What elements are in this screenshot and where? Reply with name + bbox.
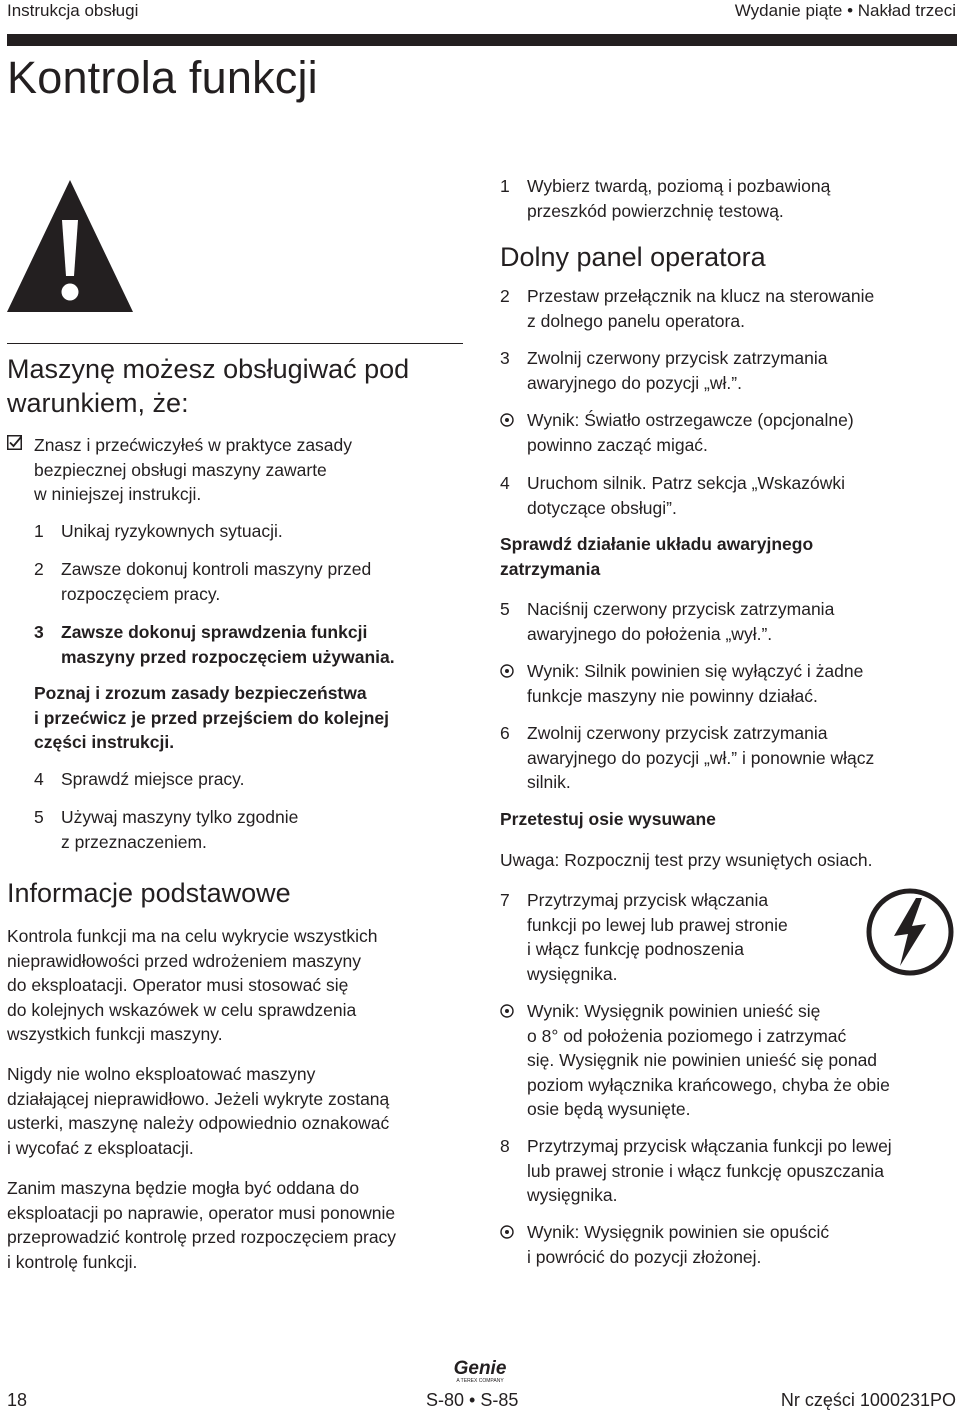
- text-line: Naciśnij czerwony przycisk zatrzymania: [527, 599, 835, 619]
- text-line: Zawsze dokonuj kontroli maszyny przed: [61, 559, 372, 579]
- result-icon: [500, 413, 514, 427]
- text-line: zatrzymania: [500, 558, 601, 579]
- text-line: Wynik: Wysięgnik powinien sie opuścić: [527, 1222, 830, 1242]
- text-line: do kolejnych wskazówek w celu sprawdzenia: [7, 999, 357, 1020]
- text-line: awaryjnego do pozycji „wł.” i ponownie włącz: [527, 747, 875, 768]
- item-number: 1: [34, 521, 44, 541]
- text-line: Zanim maszyna będzie mogła być oddana do: [7, 1178, 360, 1198]
- text-line: do eksploatacji. Operator musi stosować się: [7, 975, 349, 995]
- text-line: i kontrolę funkcji.: [7, 1251, 138, 1272]
- list-item: [34, 620, 454, 669]
- result-icon: [500, 1225, 514, 1239]
- text-line: i przećwicz je przed przejściem do kolejnej: [34, 707, 389, 728]
- item-text: [527, 597, 950, 646]
- lower-panel-heading: Dolny panel operatora: [500, 242, 766, 272]
- logo-wordmark: Genie: [453, 1358, 507, 1379]
- item-text: [527, 888, 860, 986]
- text-line: o 8° od położenia poziomego i zatrzymać: [527, 1025, 847, 1046]
- text-line: i wycofać z eksploatacji.: [7, 1137, 194, 1158]
- item-text: [61, 767, 454, 792]
- item-text: [61, 519, 454, 544]
- text-line: usterki, maszynę należy odpowiednio oznakować: [7, 1113, 390, 1133]
- result-text: [527, 408, 952, 457]
- genie-logo: [443, 1357, 517, 1383]
- function-enable-lightning-icon: [866, 888, 954, 976]
- item-text: [527, 721, 950, 795]
- list-item: [500, 1134, 955, 1208]
- page-number: 18: [7, 1390, 28, 1410]
- text-line: silnik.: [527, 772, 571, 792]
- text-line: maszyny przed rozpoczęciem używania.: [61, 646, 395, 667]
- list-item: [500, 471, 950, 520]
- text-line: dotyczące obsługi”.: [527, 497, 677, 518]
- header-rule: [7, 34, 957, 46]
- text-line: osie będą wysunięte.: [527, 1099, 691, 1119]
- bold-note: [34, 681, 464, 755]
- text-line: Sprawdź działanie układu awaryjnego: [500, 534, 814, 554]
- text-line: Zwolnij czerwony przycisk zatrzymania: [527, 723, 828, 743]
- text-line: Przestaw przełącznik na klucz na sterowanie: [527, 286, 875, 306]
- item-number: 2: [34, 559, 44, 579]
- list-item: [34, 557, 454, 606]
- text-line: Nigdy nie wolno eksploatować maszyny: [7, 1064, 316, 1084]
- list-item: [34, 767, 454, 792]
- text-line: i włącz funkcję podnoszenia: [527, 939, 744, 959]
- check-text: [34, 433, 454, 507]
- list-item: [500, 597, 950, 646]
- text-line: eksploatacji po naprawie, operator musi ponownie: [7, 1202, 396, 1223]
- extendable-axles-subheading: Przetestuj osie wysuwane: [500, 809, 716, 829]
- item-number: 6: [500, 723, 510, 743]
- item-text: [61, 620, 454, 669]
- item-number: 4: [34, 769, 44, 789]
- warning-triangle-icon: [7, 180, 133, 312]
- text-line: Kontrola funkcji ma na celu wykrycie wszystkich: [7, 926, 378, 946]
- item-text: [527, 174, 950, 223]
- text-line: Wynik: Silnik powinien się wyłączyć i żadne: [527, 661, 864, 681]
- text-line: działającej nieprawidłowo. Jeżeli wykryte zostaną: [7, 1088, 390, 1109]
- text-line: nieprawidłowości przed wdrożeniem maszyny: [7, 950, 362, 971]
- text-line: wysięgnika.: [527, 1185, 618, 1205]
- text-line: wszystkich funkcji maszyny.: [7, 1024, 223, 1044]
- text-line: bezpiecznej obsługi maszyny zawarte: [34, 459, 327, 480]
- text-line: części instrukcji.: [34, 732, 175, 752]
- text-line: Przytrzymaj przycisk włączania: [527, 890, 769, 910]
- text-line: Wynik: Wysięgnik powinien unieść się: [527, 1001, 821, 1021]
- result-text: [527, 999, 952, 1122]
- text-line: awaryjnego do położenia „wył.”.: [527, 623, 773, 644]
- note-text: Uwaga: Rozpocznij test przy wsuniętych osiach.: [500, 850, 873, 870]
- text-line: Wybierz twardą, poziomą i pozbawioną: [527, 176, 831, 196]
- list-item: [500, 888, 860, 986]
- header-edition: Wydanie piąte • Nakład trzeci: [734, 1, 956, 20]
- paragraph: [7, 924, 467, 1047]
- result-icon: [500, 1004, 514, 1018]
- text-line: Uruchom silnik. Patrz sekcja „Wskazówki: [527, 473, 845, 493]
- emergency-stop-subheading: [500, 532, 950, 581]
- item-text: [61, 557, 454, 606]
- text-line: Zwolnij czerwony przycisk zatrzymania: [527, 348, 828, 368]
- item-number: 3: [34, 622, 44, 642]
- item-number: 5: [34, 807, 44, 827]
- conditions-heading-line: warunkiem, że:: [7, 388, 189, 418]
- text-line: funkcje maszyny nie powinny działać.: [527, 685, 818, 706]
- text-line: Sprawdź miejsce pracy.: [61, 769, 245, 789]
- text-line: rozpoczęciem pracy.: [61, 583, 221, 604]
- item-text: [527, 1134, 955, 1208]
- logo-tagline: A TEREX COMPANY: [456, 1378, 504, 1383]
- paragraph: [7, 1176, 467, 1274]
- checkbox-checked-icon: [7, 435, 22, 450]
- item-number: 4: [500, 473, 510, 493]
- list-item: [500, 174, 950, 223]
- text-line: przeprowadzić kontrolę przed rozpoczęciem pracy: [7, 1227, 397, 1247]
- basic-info-heading: Informacje podstawowe: [7, 878, 291, 908]
- text-line: poziom wyłącznika krańcowego, chyba że obie: [527, 1074, 890, 1095]
- model-numbers: S-80 • S-85: [426, 1390, 519, 1410]
- text-line: Używaj maszyny tylko zgodnie: [61, 807, 299, 827]
- item-number: 1: [500, 176, 510, 196]
- text-line: funkcji po lewej lub prawej stronie: [527, 914, 788, 935]
- text-line: z przeznaczeniem.: [61, 831, 207, 852]
- item-number: 3: [500, 348, 510, 368]
- text-line: Przytrzymaj przycisk włączania funkcji po lewej: [527, 1136, 892, 1156]
- list-item: [34, 805, 454, 854]
- result-icon: [500, 664, 514, 678]
- item-number: 2: [500, 286, 510, 306]
- item-text: [61, 805, 454, 854]
- item-text: [527, 471, 950, 520]
- part-number: Nr części 1000231PO: [780, 1390, 956, 1410]
- item-text: [527, 346, 950, 395]
- page-title: Kontrola funkcji: [7, 52, 318, 103]
- text-line: Poznaj i zrozum zasady bezpieczeństwa: [34, 683, 367, 703]
- list-item: [500, 721, 950, 795]
- item-text: [527, 284, 950, 333]
- item-number: 5: [500, 599, 510, 619]
- result-text: [527, 659, 952, 708]
- header-manual-title: Instrukcja obsługi: [7, 1, 139, 20]
- list-item: [500, 284, 950, 333]
- text-line: Unikaj ryzykownych sytuacji.: [61, 521, 283, 541]
- text-line: przeszkód powierzchnię testową.: [527, 200, 784, 221]
- text-line: powinno zacząć migać.: [527, 434, 708, 455]
- item-number: 8: [500, 1136, 510, 1156]
- text-line: się. Wysięgnik nie powinien unieść się ponad: [527, 1050, 878, 1070]
- list-item: [500, 346, 950, 395]
- text-line: i powrócić do pozycji złożonej.: [527, 1246, 762, 1267]
- paragraph: [7, 1062, 467, 1160]
- conditions-heading: [7, 352, 409, 420]
- text-line: wysięgnika.: [527, 963, 618, 984]
- text-line: awaryjnego do pozycji „wł.”.: [527, 372, 742, 393]
- item-number: 7: [500, 890, 510, 910]
- text-line: Zawsze dokonuj sprawdzenia funkcji: [61, 622, 368, 642]
- text-line: lub prawej stronie i włącz funkcję opuszczania: [527, 1160, 884, 1181]
- text-line: w niniejszej instrukcji.: [34, 484, 202, 504]
- text-line: z dolnego panelu operatora.: [527, 310, 745, 331]
- text-line: Znasz i przećwiczyłeś w praktyce zasady: [34, 435, 353, 455]
- conditions-heading-line: Maszynę możesz obsługiwać pod: [7, 354, 410, 384]
- list-item: [34, 519, 454, 544]
- text-line: Wynik: Światło ostrzegawcze (opcjonalne): [527, 410, 854, 430]
- section-rule: [7, 343, 463, 344]
- result-text: [527, 1220, 952, 1269]
